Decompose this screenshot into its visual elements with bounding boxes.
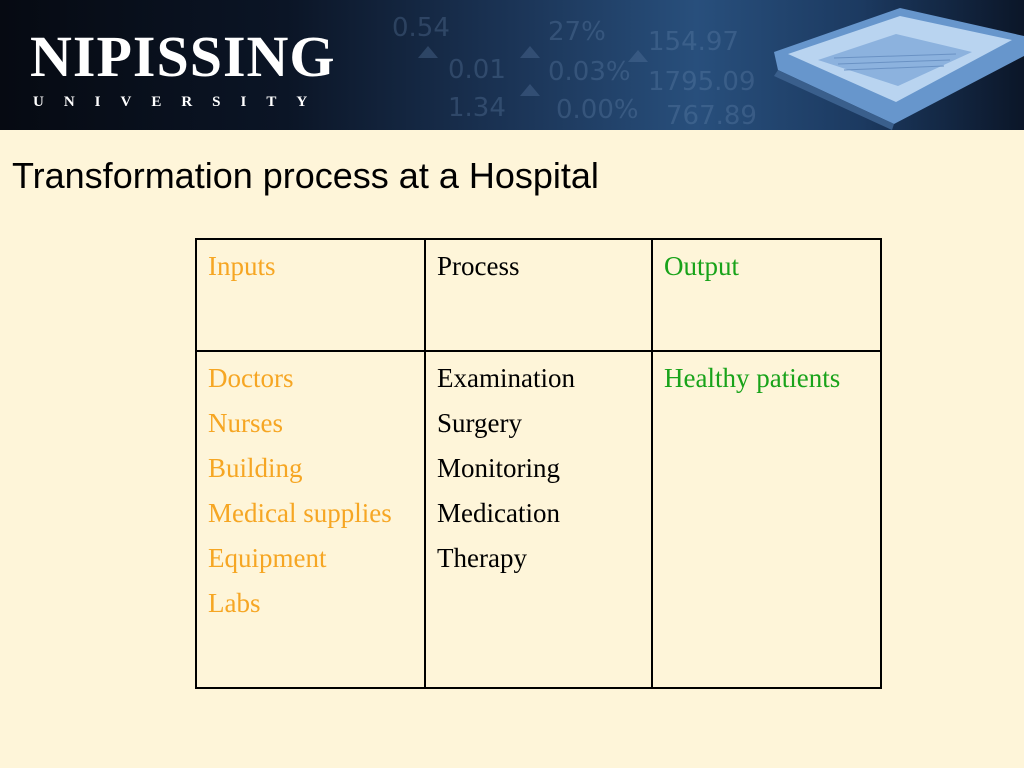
output-list [664, 362, 870, 394]
table-header-row [196, 239, 881, 351]
svg-text:1.34: 1.34 [448, 93, 506, 123]
header-process: Process [425, 239, 652, 351]
svg-text:0.54: 0.54 [392, 13, 450, 43]
list-item: Healthy patients [664, 363, 841, 393]
list-item: Doctors [208, 363, 294, 393]
svg-text:27%: 27% [548, 17, 606, 47]
list-item: Surgery [437, 408, 522, 438]
svg-text:0.00%: 0.00% [556, 95, 639, 125]
list-item: Medical supplies [208, 498, 392, 528]
transformation-table [195, 238, 882, 689]
logo-subtitle: UNIVERSITY [33, 94, 328, 110]
list-item: Nurses [208, 408, 283, 438]
list-item: Building [208, 453, 303, 483]
list-item: Labs [208, 588, 261, 618]
slide-title: Transformation process at a Hospital [12, 155, 599, 196]
process-cell [425, 351, 652, 688]
list-item: Examination [437, 363, 575, 393]
svg-text:0.03%: 0.03% [548, 57, 631, 87]
svg-text:767.89: 767.89 [666, 101, 757, 130]
list-item: Monitoring [437, 453, 561, 483]
table-body-row [196, 351, 881, 688]
svg-text:154.97: 154.97 [648, 27, 739, 57]
process-list [437, 362, 641, 574]
output-cell [652, 351, 881, 688]
inputs-cell [196, 351, 425, 688]
inputs-list [208, 362, 414, 619]
university-banner [0, 0, 1024, 130]
logo-wordmark: NIPISSING [30, 24, 336, 89]
header-output: Output [652, 239, 881, 351]
list-item: Equipment [208, 543, 327, 573]
svg-text:0.01: 0.01 [448, 55, 506, 85]
header-inputs: Inputs [196, 239, 425, 351]
transformation-table-wrapper [195, 238, 882, 689]
svg-text:1795.09: 1795.09 [648, 67, 756, 97]
list-item: Medication [437, 498, 560, 528]
university-logo [30, 24, 336, 110]
list-item: Therapy [437, 543, 527, 573]
laptop-icon [774, 0, 1024, 130]
